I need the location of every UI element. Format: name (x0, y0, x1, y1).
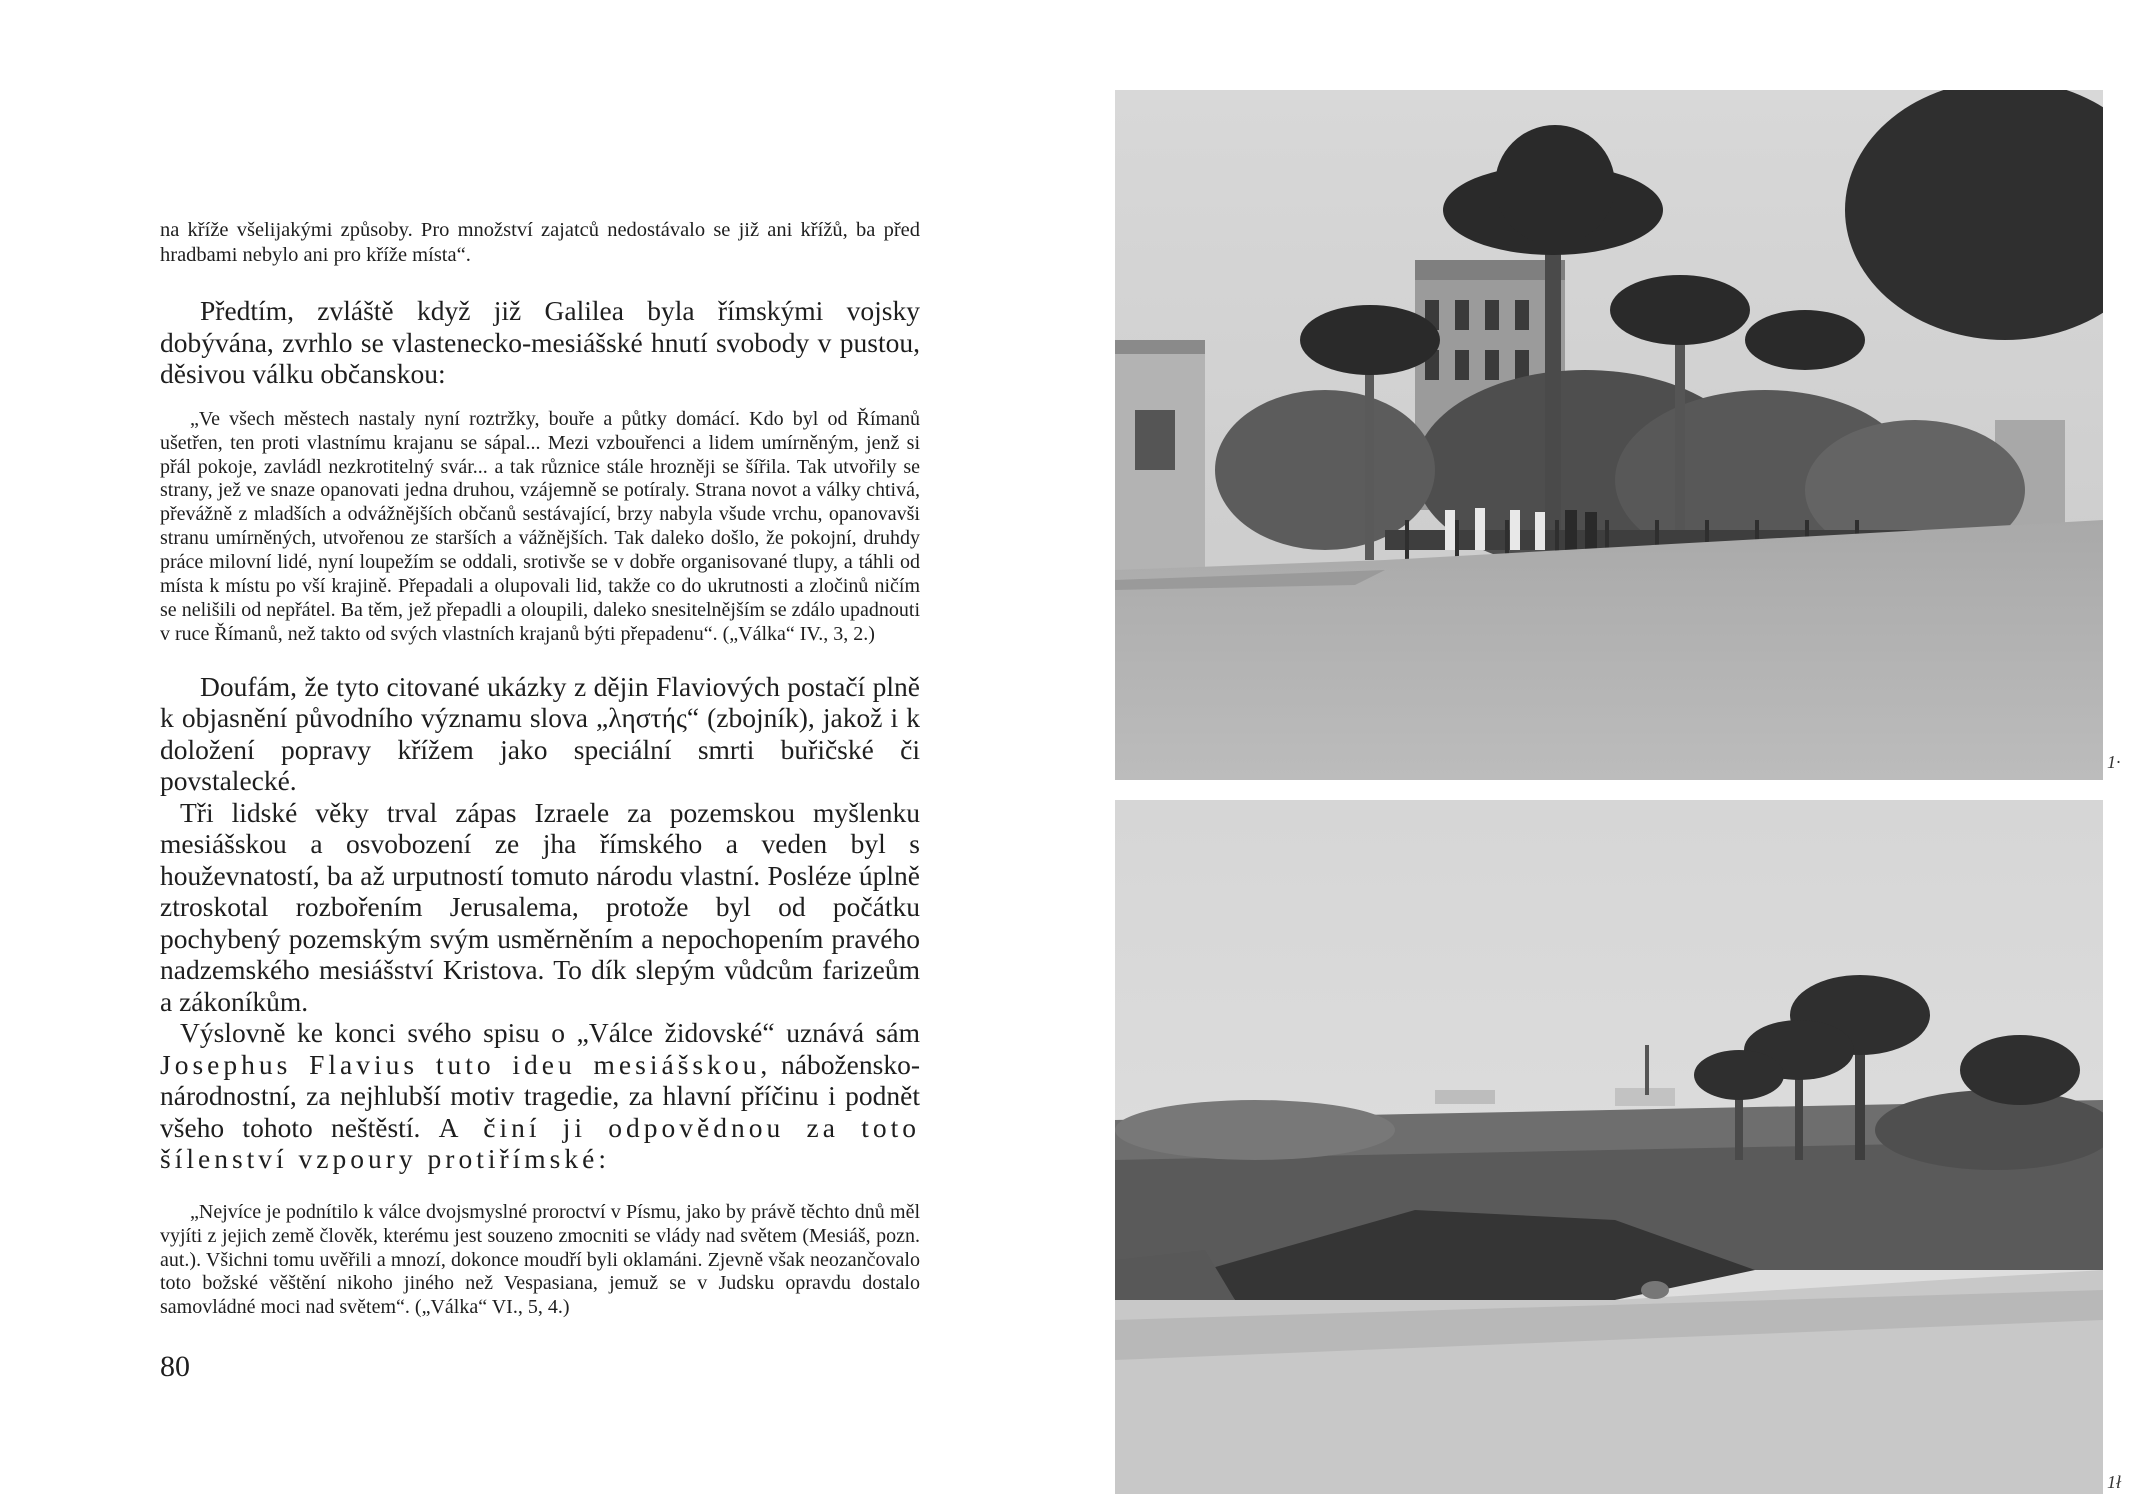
paragraph-5 (160, 1017, 920, 1175)
paragraph-4: Tři lidské věky trval zápas Izraele za pozemskou myšlenku mesiášskou a osvobození ze jha římského a veden byl s houževnatostí, ba až urputností tomuto národu vlastní. Posléze úplně ztroskotal rozbořením Jerusalema, protože byl od počátku pochybený pozemským svým usměrněním a nepochopením pravého nadzemského mesiášství Kristova. To dík slepým vůdcům farizeům a zákoníkům. (160, 796, 920, 1017)
paragraph-5-part-d: A činí ji odpovědnou za toto šílenství vzpoury protiřímské: (160, 1111, 920, 1175)
paragraph-3: Doufám, že tyto citované ukázky z dějin Flaviových postačí plně k objasnění původního významu slova „ληστής“ (zbojník), jakož i k doložení popravy křížem jako speciální smrti buřičské či povstalecké. (160, 670, 920, 797)
page-edge-mark-top: 1· (2107, 752, 2121, 772)
paragraph-5-part-a: Výslovně ke konci svého spisu o „Válce židovské“ uznává sám (180, 1017, 920, 1049)
photo-oasis-palms (1115, 800, 2103, 1494)
page-number: 80 (160, 1350, 190, 1384)
paragraph-1: na kříže všelijakými způsoby. Pro množství zajatců nedostávalo se již ani křížů, ba před hradbami nebylo ani pro kříže místa“. (160, 219, 920, 266)
text-page (160, 218, 920, 1384)
paragraph-5-author: Josephus Flavius tuto ideu mesiášskou (160, 1048, 761, 1080)
photo-street-palms (1115, 90, 2103, 780)
page-edge-mark-bottom: 1ł (2107, 1472, 2122, 1492)
quote-1: „Ve všech městech nastaly nyní roztržky, bouře a půtky domácí. Kdo byl od Římanů ušetřen, ten proti vlastnímu krajanu se sápal... Mezi vzbouřenci a lidem umírněným, jenž si přál pokoje, zavládl nezkrotitelný svár... a tak různice stále hrozněji se šířila. Tak utvořily se strany, jež ve snaze opanovati jedna druhou, vzájemně se potíraly. Strana novot a války chtivá, převážně z mladších a odvážnějších občanů sestávající, brzy nabyla všude vrchu, opanovavši stranu umírněných, utvořenou ze starších a vážnějších. Tak daleko došlo, že pokojní, druhdy práce milovní lidé, nyní loupežím se oddali, srotivše se v dobře organisované tlupy, a táhli od místa k místu po vší krajině. Přepadali a olupovali lid, takže co do ukrutnosti a zločinů ničím se nelišili od nepřátel. Ba těm, jež přepadli a oloupili, daleko snesitelnějším se zdálo upadnouti v ruce Římanů, než takto od svých vlastních krajanů býti přepadenu“. („Válka“ IV., 3, 2.) (160, 407, 920, 645)
quote-2: „Nejvíce je podnítilo k válce dvojsmyslné proroctví v Písmu, jako by právě těchto dnů měl vyjíti z jejich země člověk, kterému jest souzeno zmocniti se vlády nad světem (Mesiáš, pozn. aut.). Všichni tomu uvěřili a mnozí, dokonce moudří byli oklamáni. Zjevně však neozančovalo toto božské věštění nikoho jiného než Vespasiana, jemuž se v Judsku opravdu dostalo samovládné moci nad světem“. („Válka“ VI., 5, 4.) (160, 1200, 920, 1319)
paragraph-5-part-c: , nábožensko-národnostní, za nejhlubší motiv tragedie, za hlavní příčinu i podnět všeho tohoto neštěstí. (160, 1048, 920, 1143)
paragraph-2: Předtím, zvláště když již Galilea byla římskými vojsky dobývána, zvrhlo se vlastenecko-mesiášské hnutí svobody v pustou, děsivou válku občanskou: (160, 295, 920, 390)
